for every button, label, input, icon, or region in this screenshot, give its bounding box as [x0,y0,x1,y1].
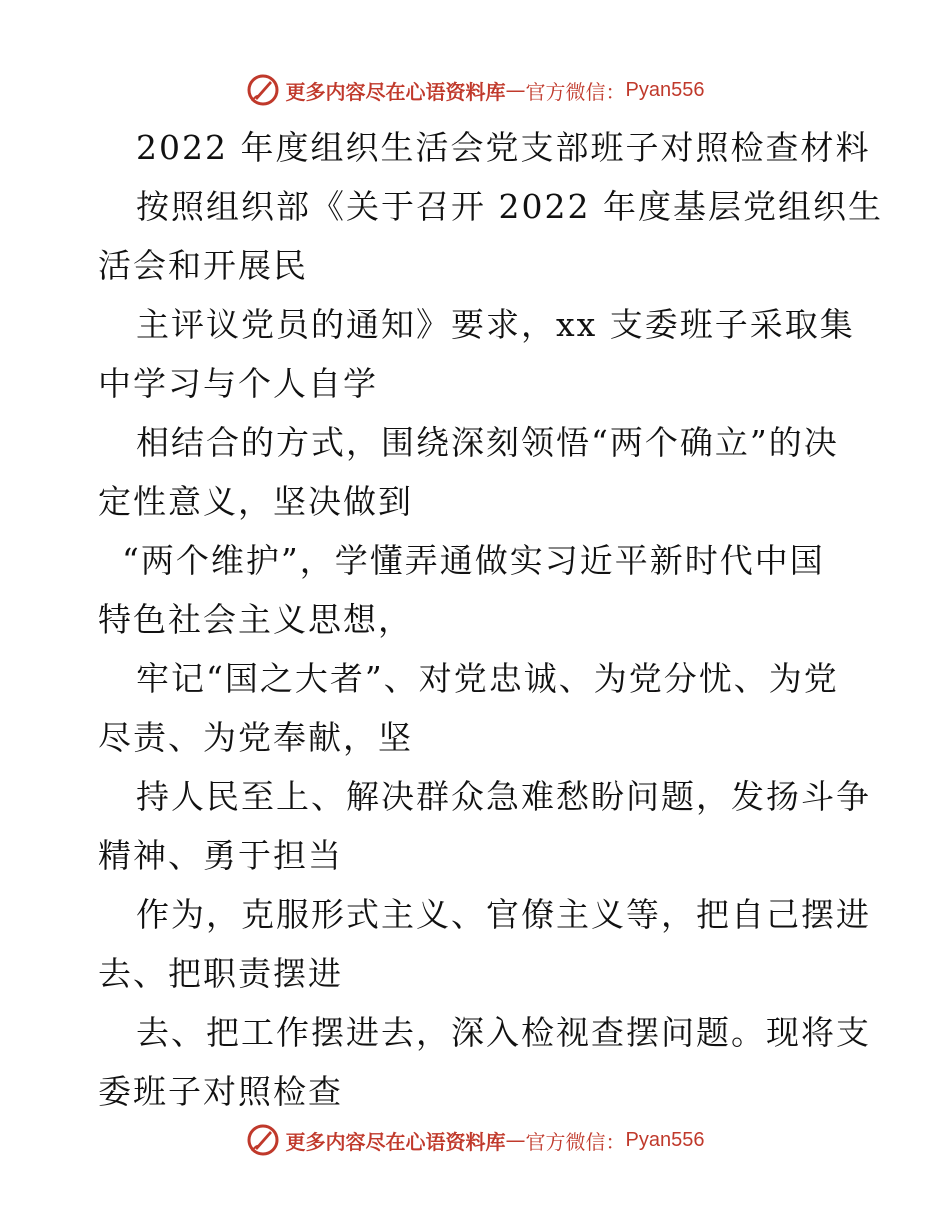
paragraph-line: 主评议党员的通知》要求，xx 支委班子采取集 [136,305,855,344]
banner-wechat-label: 官方微信： [525,79,626,104]
paragraph-line: 精神、勇于担当 [98,836,343,875]
banner-wechat-label: 官方微信： [525,1129,626,1154]
paragraph-line: 去、把工作摆进去，深入检视查摆问题。现将支 [136,1013,871,1052]
paragraph-line: 按照组织部《关于召开 2022 年度基层党组织生 [136,187,883,226]
paragraph-line: 持人民至上、解决群众急难愁盼问题，发扬斗争 [136,777,871,816]
paragraph-line: 作为，克服形式主义、官僚主义等，把自己摆进 [136,895,871,934]
banner-wechat-handle: Pyan556 [625,1128,705,1151]
banner-promo-text: 更多内容尽在心语资料库 [285,79,506,104]
paragraph-line: 活会和开展民 [98,246,308,285]
banner-dash: — [505,1128,526,1152]
quill-logo-icon [246,73,280,107]
paragraph-line: 特色社会主义思想， [98,600,413,639]
banner-dash: — [505,78,526,102]
paragraph-line: 委班子对照检查 [98,1072,343,1111]
paragraph-line: 中学习与个人自学 [98,364,378,403]
paragraph-line: “两个维护”，学懂弄通做实习近平新时代中国 [122,541,825,580]
document-body [98,118,883,1121]
paragraph-line: 牢记“国之大者”、对党忠诚、为党分忧、为党 [136,659,839,698]
quill-logo-icon [246,1123,280,1157]
paragraph-line: 尽责、为党奉献，坚 [98,718,413,757]
document-title: 2022 年度组织生活会党支部班子对照检查材料 [136,128,871,167]
banner-promo-text: 更多内容尽在心语资料库 [285,1129,506,1154]
header-banner [0,70,950,110]
paragraph-line: 相结合的方式，围绕深刻领悟“两个确立”的决 [136,423,839,462]
paragraph-line: 去、把职责摆进 [98,954,343,993]
banner-wechat-handle: Pyan556 [625,78,705,101]
footer-banner [0,1120,950,1160]
paragraph-line: 定性意义，坚决做到 [98,482,413,521]
